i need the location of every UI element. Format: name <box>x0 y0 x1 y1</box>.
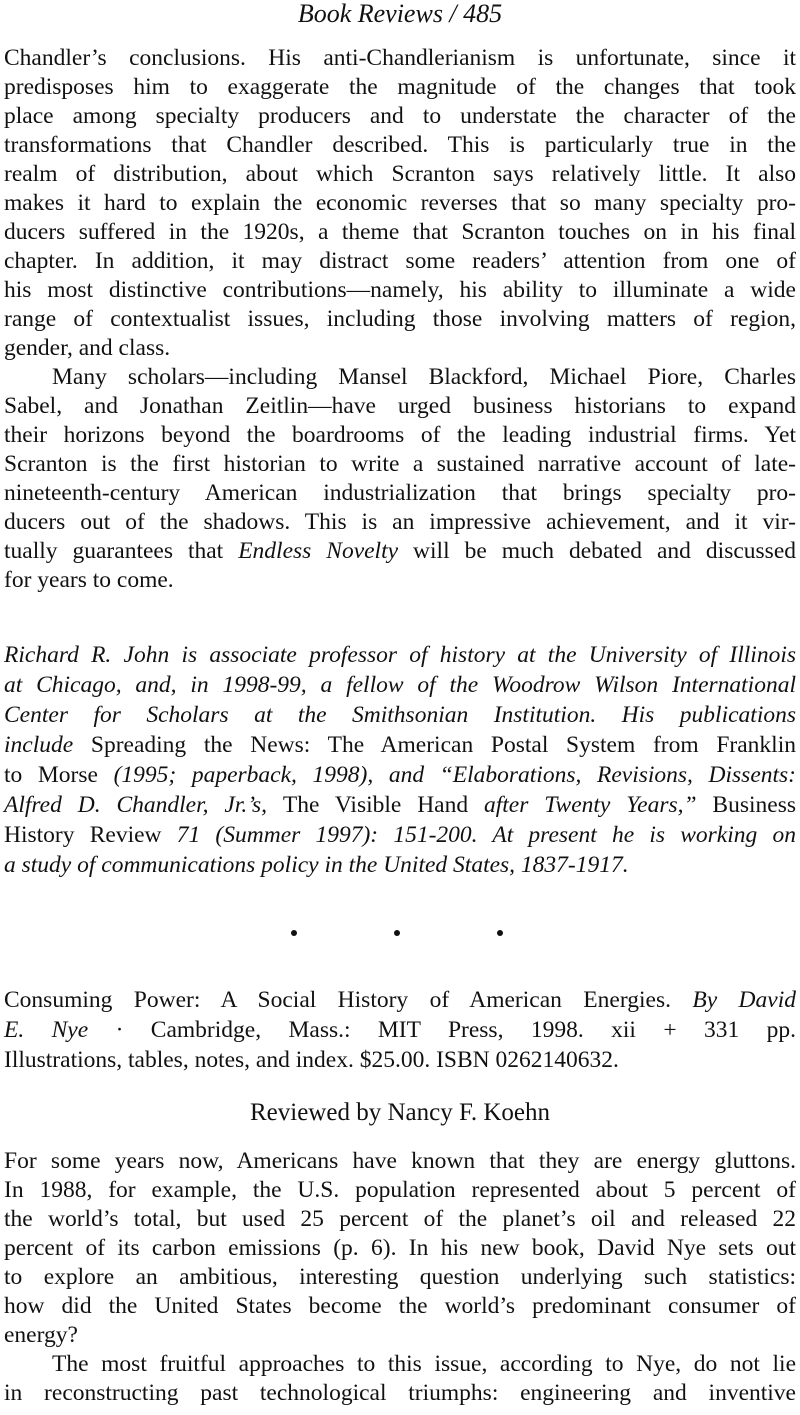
text-line: range of contextualist issues, including those involving matters of region, <box>4 306 796 332</box>
reviewer-bio <box>4 640 796 880</box>
journal-title: Business <box>712 792 796 818</box>
text-line: ducers out of the shadows. This is an impressive achievement, and it vir- <box>4 509 796 535</box>
text-line <box>4 760 796 790</box>
text-span: after Twenty Years,” <box>468 792 713 818</box>
author-name: E. Nye <box>4 1017 89 1043</box>
review-conclusion-paragraph-1 <box>4 44 796 363</box>
text-span: 71 (Summer 1997): 151-200. At present he is working on <box>161 822 796 848</box>
text-line: his most distinctive contributions—namely, his ability to illuminate a wide <box>4 277 796 303</box>
text-line: Chandler’s conclusions. His anti-Chandlerianism is unfortunate, since it <box>4 45 796 71</box>
review-body-paragraph-1 <box>4 1147 796 1350</box>
text-line <box>4 730 796 760</box>
book-title: Consuming Power: A Social History of American Energies. <box>4 987 693 1013</box>
text-line: in reconstructing past technological triumphs: engineering and inventive <box>4 1380 796 1406</box>
book-title: Endless Novelty <box>238 538 399 564</box>
running-head: Book Reviews / 485 <box>297 0 503 28</box>
text-line: how did the United States become the world’s predominant consumer of <box>4 1293 796 1319</box>
text-line: for years to come. <box>4 567 174 593</box>
separator-dot <box>497 930 503 936</box>
publication-details: · Cambridge, Mass.: MIT Press, 1998. xii + 331 pp. <box>88 1017 797 1043</box>
text-line: Sabel, and Jonathan Zeitlin—have urged business historians to expand <box>4 393 796 419</box>
separator-dot <box>394 930 400 936</box>
text-line: transformations that Chandler described. This is particularly true in the <box>4 132 796 158</box>
text-span: (1995; paperback, 1998), and “Elaborations, Revisions, Dissents: <box>97 762 796 788</box>
text-line <box>4 1015 796 1045</box>
text-line: Illustrations, tables, notes, and index. $25.00. ISBN 0262140632. <box>4 1047 619 1073</box>
book-citation <box>4 985 796 1075</box>
text-line: The most fruitful approaches to this issue, according to Nye, do not lie <box>52 1351 796 1377</box>
text-line: a study of communications policy in the United States, 1837-1917. <box>4 852 629 878</box>
review-body-paragraph-2 <box>4 1350 796 1408</box>
text-line: makes it hard to explain the economic reverses that so many specialty pro- <box>4 190 796 216</box>
text-line: gender, and class. <box>4 335 171 361</box>
section-separator <box>0 918 800 948</box>
separator-dot <box>291 930 297 936</box>
text-line: nineteenth-century American industrialization that brings specialty pro- <box>4 480 796 506</box>
text-line <box>4 820 796 850</box>
text-line: chapter. In addition, it may distract some readers’ attention from one of <box>4 248 796 274</box>
book-title: to Morse <box>4 762 98 788</box>
text-line: to explore an ambitious, interesting question underlying such statistics: <box>4 1264 796 1290</box>
text-line: Center for Scholars at the Smithsonian Institution. His publications <box>4 702 796 728</box>
text-line: For some years now, Americans have known that they are energy gluttons. <box>4 1148 796 1174</box>
reviewer-byline: Reviewed by Nancy F. Koehn <box>249 1099 550 1126</box>
text-line <box>4 537 796 566</box>
text-line: energy? <box>4 1322 78 1348</box>
text-line: percent of its carbon emissions (p. 6). In his new book, David Nye sets out <box>4 1235 796 1261</box>
journal-title: History Review <box>4 822 162 848</box>
text-span: tually guarantees that <box>4 538 239 564</box>
text-span: Alfred D. Chandler, Jr.’s, <box>4 792 283 818</box>
text-line: Richard R. John is associate professor of history at the University of Illinois <box>4 642 796 668</box>
book-title: Spreading the News: The American Postal System from Franklin <box>90 732 796 758</box>
text-span: include <box>4 732 91 758</box>
text-line: place among specialty producers and to understate the character of the <box>4 103 796 129</box>
text-line <box>4 985 796 1015</box>
review-conclusion-paragraph-2 <box>4 363 796 595</box>
text-line: ducers suffered in the 1920s, a theme that Scranton touches on in his final <box>4 219 796 245</box>
text-line <box>4 790 796 820</box>
text-line: In 1988, for example, the U.S. population represented about 5 percent of <box>4 1177 796 1203</box>
text-line: the world’s total, but used 25 percent of the planet’s oil and released 22 <box>4 1206 796 1232</box>
text-line: predisposes him to exaggerate the magnitude of the changes that took <box>4 74 796 100</box>
text-line: realm of distribution, about which Scranton says relatively little. It also <box>4 161 796 187</box>
text-line: Many scholars—including Mansel Blackford, Michael Piore, Charles <box>52 364 796 390</box>
text-line: at Chicago, and, in 1998-99, a fellow of the Woodrow Wilson International <box>4 672 796 698</box>
text-line: their horizons beyond the boardrooms of the leading industrial firms. Yet <box>4 422 796 448</box>
text-span: By David <box>692 987 796 1013</box>
text-span: will be much debated and discussed <box>398 538 796 564</box>
book-title: The Visible Hand <box>282 792 469 818</box>
text-line: Scranton is the first historian to write a sustained narrative account of late- <box>4 451 796 477</box>
